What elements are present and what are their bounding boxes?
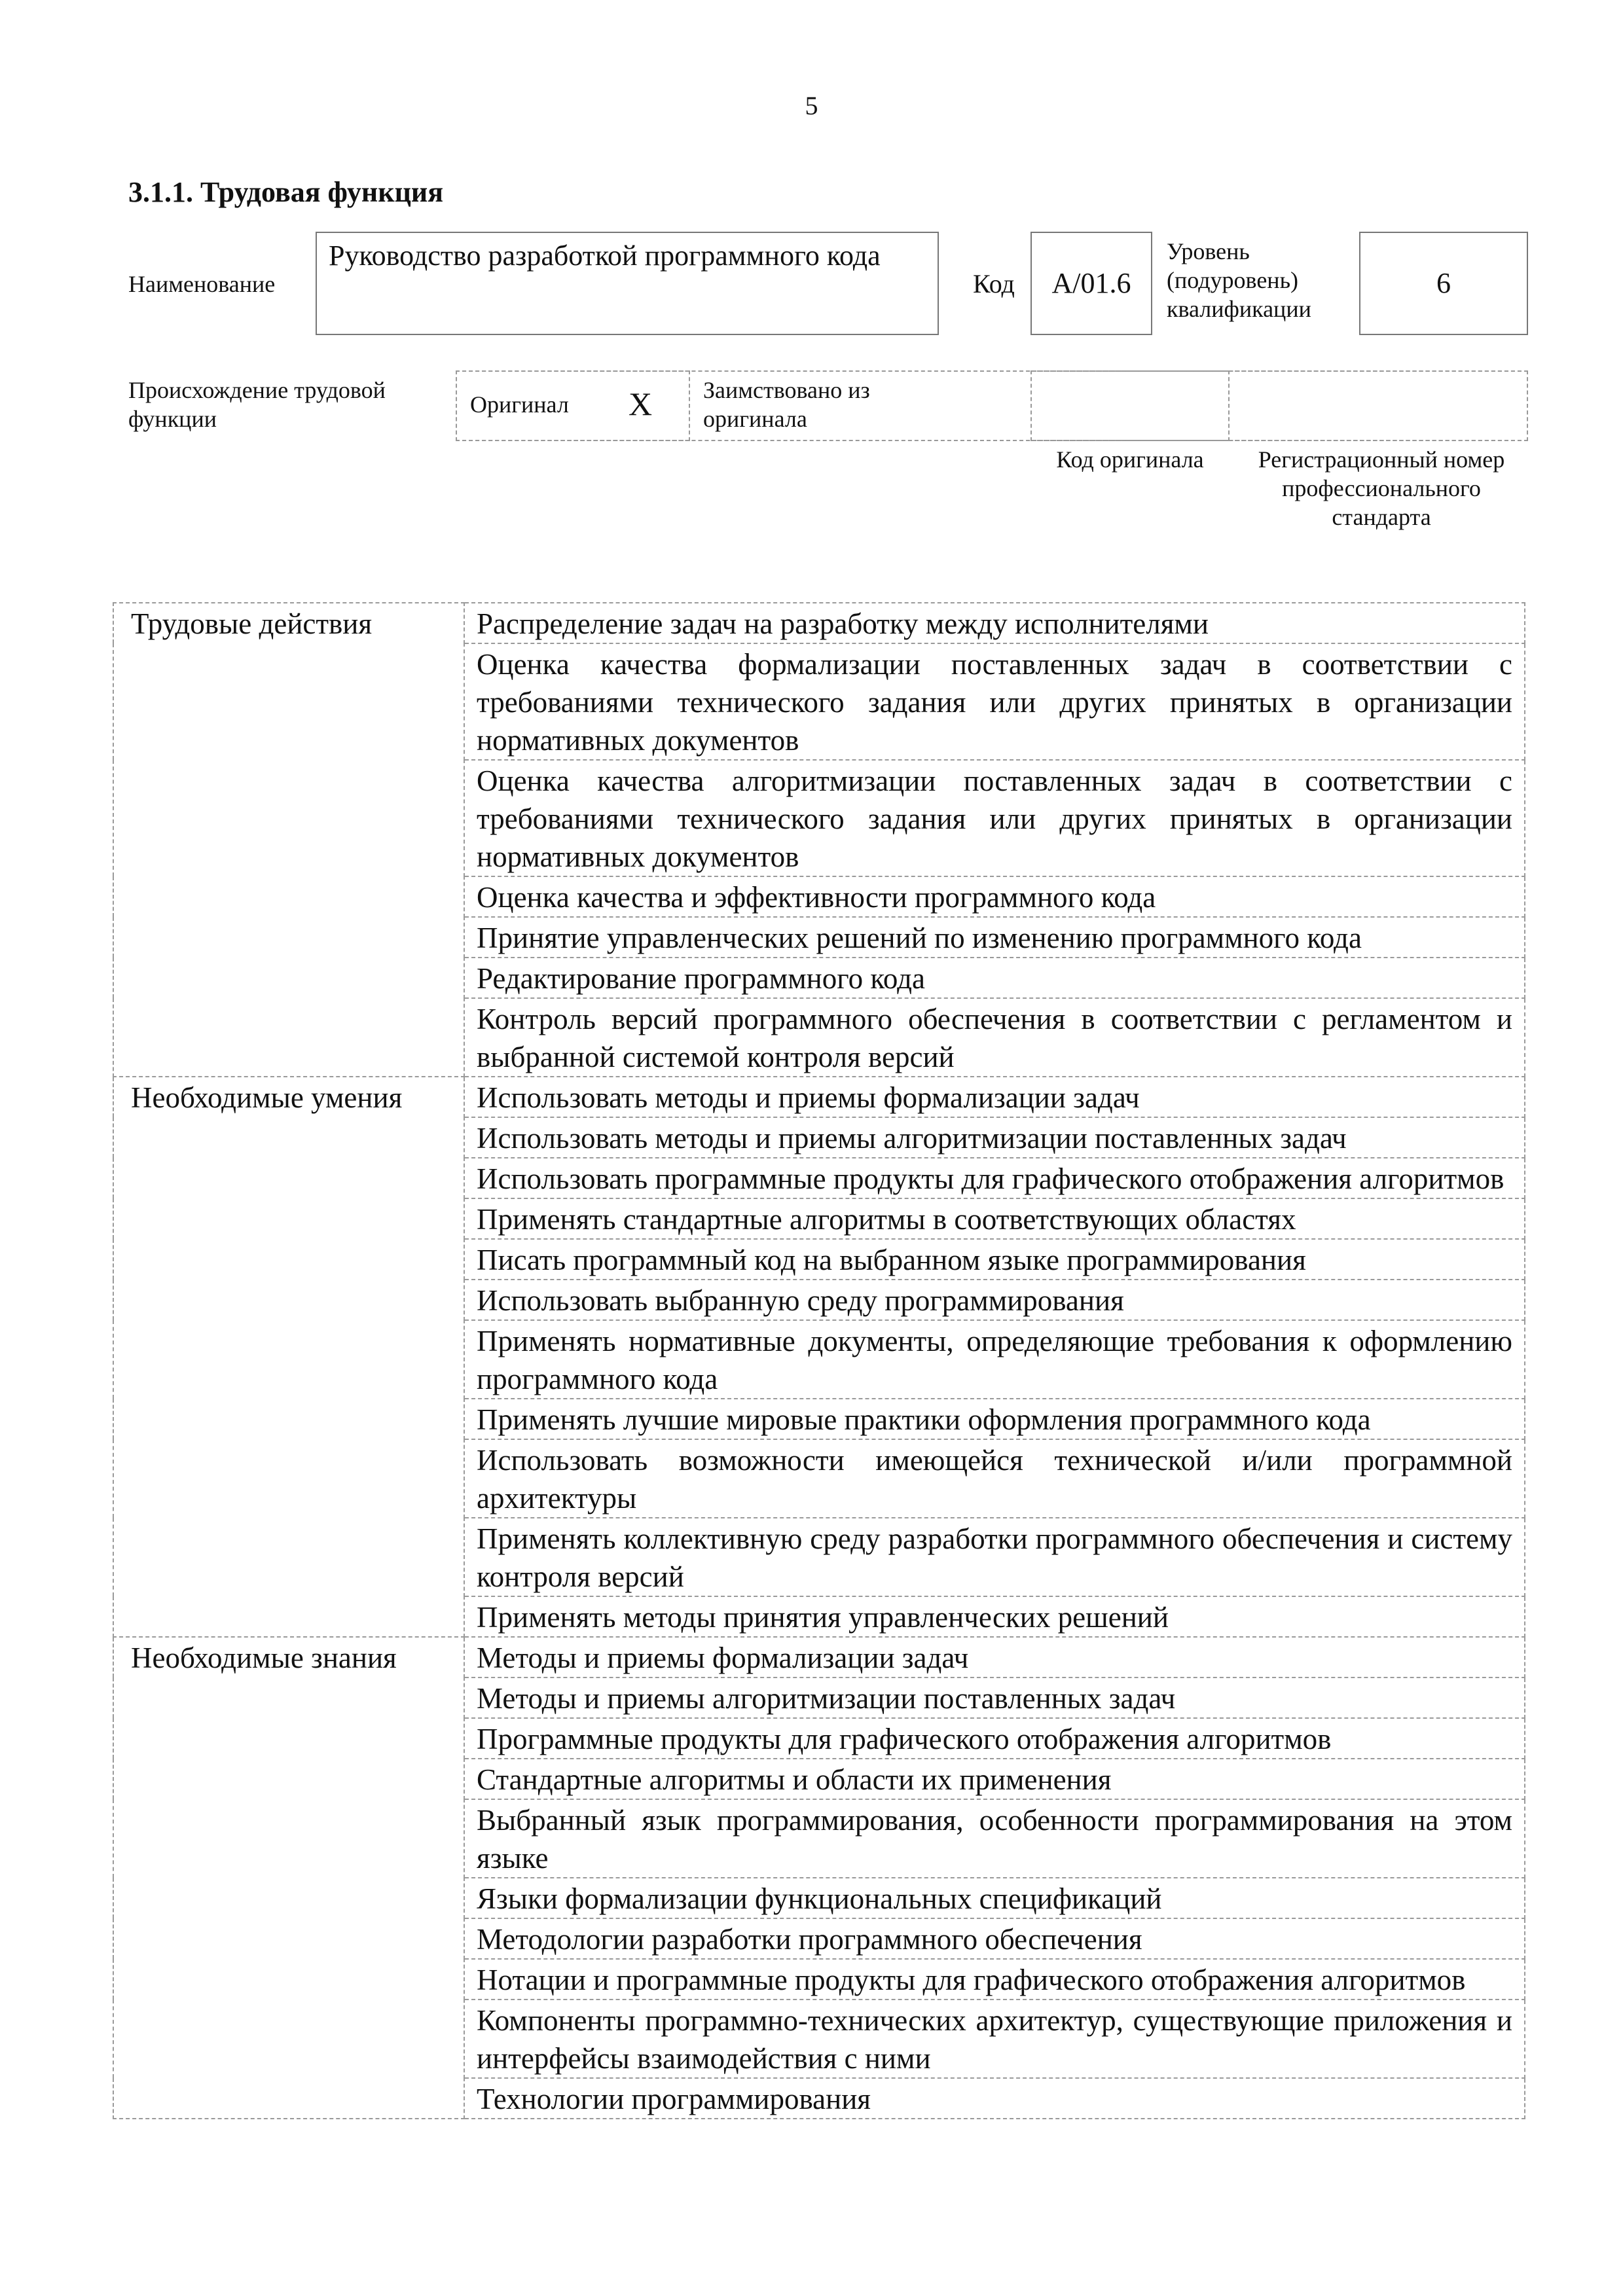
table-row <box>113 603 1525 643</box>
name-value: Руководство разработкой программного кода <box>329 240 881 272</box>
section-label: Необходимые знания <box>113 1637 464 2119</box>
list-item: Редактирование программного кода <box>464 958 1525 998</box>
list-item: Писать программный код на выбранном языке программирования <box>464 1239 1525 1280</box>
list-item: Языки формализации функциональных спецификаций <box>464 1878 1525 1918</box>
list-item: Компоненты программно-технических архитектур, существующие приложения и интерфейсы взаимодействия с ними <box>464 2000 1525 2078</box>
original-label: Оригинал <box>470 391 569 418</box>
list-item: Применять стандартные алгоритмы в соответствующих областях <box>464 1198 1525 1239</box>
page-number: 5 <box>805 91 818 120</box>
code-original-cell <box>1030 370 1230 441</box>
list-item: Методы и приемы формализации задач <box>464 1637 1525 1677</box>
section-label: Трудовые действия <box>113 603 464 1077</box>
list-item: Методологии разработки программного обеспечения <box>464 1918 1525 1959</box>
list-item: Применять нормативные документы, определяющие требования к оформлению программного кода <box>464 1320 1525 1399</box>
list-item: Принятие управленческих решений по изменению программного кода <box>464 917 1525 958</box>
list-item: Нотации и программные продукты для графического отображения алгоритмов <box>464 1959 1525 2000</box>
reg-number-caption: Регистрационный номер профессионального стандарта <box>1258 446 1505 530</box>
original-mark: X <box>629 386 653 422</box>
list-item: Использовать методы и приемы формализации задач <box>464 1077 1525 1117</box>
level-value: 6 <box>1436 267 1451 299</box>
level-label: Уровень (подуровень) квалификации <box>1167 238 1311 322</box>
list-item: Оценка качества формализации поставленных задач в соответствии с требованиями технического задания или других принятых в организации нормативных документов <box>464 643 1525 760</box>
list-item: Применять методы принятия управленческих решений <box>464 1596 1525 1637</box>
function-table <box>113 602 1525 2119</box>
origin-label: Происхождение трудовой функции <box>128 377 386 432</box>
list-item: Оценка качества и эффективности программного кода <box>464 876 1525 917</box>
table-row <box>113 1637 1525 1677</box>
list-item: Применять коллективную среду разработки программного обеспечения и систему контроля версий <box>464 1518 1525 1596</box>
code-value: A/01.6 <box>1051 267 1131 299</box>
list-item: Стандартные алгоритмы и области их применения <box>464 1759 1525 1799</box>
list-item: Программные продукты для графического отображения алгоритмов <box>464 1718 1525 1759</box>
list-item: Использовать методы и приемы алгоритмизации поставленных задач <box>464 1117 1525 1158</box>
list-item: Выбранный язык программирования, особенности программирования на этом языке <box>464 1799 1525 1878</box>
table-row <box>113 1077 1525 1117</box>
list-item: Методы и приемы алгоритмизации поставленных задач <box>464 1677 1525 1718</box>
reg-number-cell <box>1228 370 1528 441</box>
list-item: Технологии программирования <box>464 2078 1525 2119</box>
list-item: Использовать выбранную среду программирования <box>464 1280 1525 1320</box>
borrowed-label: Заимствовано из оригинала <box>703 377 870 432</box>
list-item: Применять лучшие мировые практики оформления программного кода <box>464 1399 1525 1439</box>
code-label: Код <box>973 269 1015 298</box>
list-item: Контроль версий программного обеспечения в соответствии с регламентом и выбранной системой контроля версий <box>464 998 1525 1077</box>
code-field <box>1030 232 1152 335</box>
list-item: Оценка качества алгоритмизации поставленных задач в соответствии с требованиями технического задания или других принятых в организации нормативных документов <box>464 760 1525 876</box>
name-label: Наименование <box>128 271 276 297</box>
level-field <box>1359 232 1528 335</box>
list-item: Использовать возможности имеющейся технической и/или программной архитектуры <box>464 1439 1525 1518</box>
code-original-caption: Код оригинала <box>1056 446 1204 473</box>
name-field <box>316 232 939 335</box>
section-label: Необходимые умения <box>113 1077 464 1637</box>
section-title: 3.1.1. Трудовая функция <box>128 176 444 208</box>
list-item: Использовать программные продукты для графического отображения алгоритмов <box>464 1158 1525 1198</box>
list-item: Распределение задач на разработку между исполнителями <box>464 603 1525 643</box>
